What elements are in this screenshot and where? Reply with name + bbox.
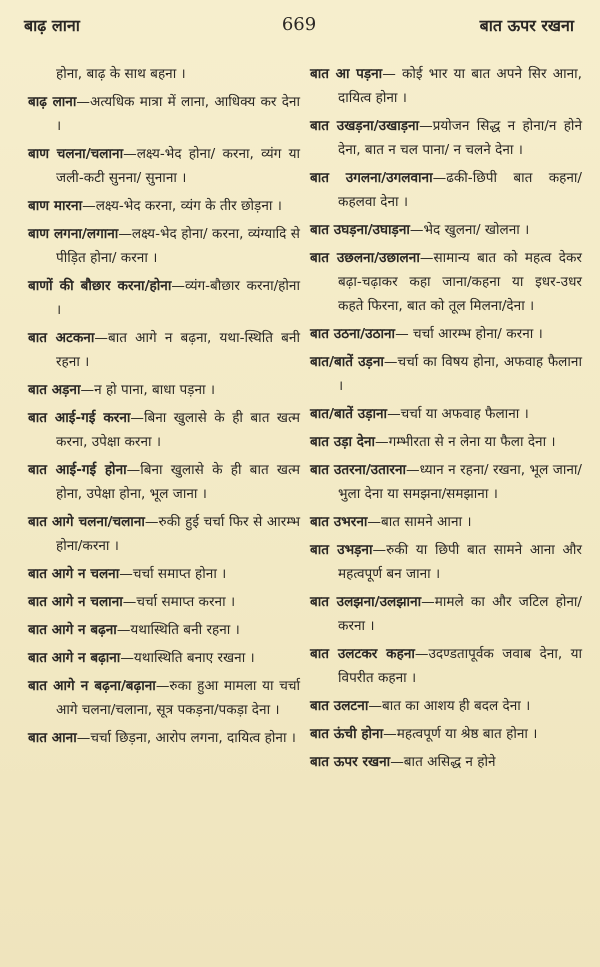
entry-definition: — कोई भार या बात अपने सिर आना, दायित्व होना ।: [338, 66, 583, 106]
dictionary-entry: [310, 538, 582, 586]
entry-definition: —चर्चा या अफवाह फैलाना ।: [387, 406, 529, 422]
entry-headword: बात अड़ना: [28, 382, 81, 398]
entry-definition: —रुका हुआ मामला या चर्चा आगे चलना/चलाना, सूत्र पकड़ना/पकड़ा देना ।: [56, 678, 300, 718]
dictionary-entry: [28, 142, 300, 190]
dictionary-entry: [310, 430, 582, 454]
entry-definition: —प्रयोजन सिद्ध न होना/न होने देना, बात न चल पाना/ न चलने देना ।: [338, 118, 582, 158]
dictionary-entry: [28, 326, 300, 374]
dictionary-entry: [310, 694, 582, 718]
dictionary-entry: [310, 166, 582, 214]
entry-definition: —मामले का और जटिल होना/करना ।: [338, 594, 582, 634]
dictionary-entry: [310, 750, 582, 774]
entry-headword: बात/बातें उड़ना: [310, 354, 384, 370]
entry-definition: —रुकी हुई चर्चा फिर से आरम्भ होना/करना ।: [56, 514, 301, 554]
entry-definition: —चर्चा का विषय होना, अफवाह फैलाना ।: [338, 354, 582, 394]
entry-headword: बात अटकना: [28, 330, 95, 346]
entry-headword: बात उठना/उठाना: [310, 326, 396, 342]
entry-headword: बात उभड़ना: [310, 542, 373, 558]
dictionary-entry: [28, 274, 300, 322]
entry-headword: बात आगे न बढ़ना/बढ़ाना: [28, 678, 156, 694]
dictionary-entry: [310, 510, 582, 534]
entry-headword: बाढ़ लाना: [28, 94, 77, 110]
entry-definition: —यथास्थिति बनाए रखना ।: [120, 650, 255, 666]
entry-definition: —सामान्य बात को महत्व देकर बढ़ा-चढ़ाकर कहा जाना/कहना या इधर-उधर कहते फिरना, बात को तूल मिलना/देना ।: [338, 250, 582, 314]
entry-definition: —ध्यान न रहना/ रखना, भूल जाना/भुला देना या समझना/समझाना ।: [338, 462, 582, 502]
entry-definition: —बात आगे न बढ़ना, यथा-स्थिति बनी रहना ।: [56, 330, 300, 370]
entry-headword: बात आना: [28, 730, 77, 746]
entry-headword: बात आई-गई करना: [28, 410, 131, 426]
dictionary-entry: [28, 90, 300, 138]
dictionary-entry: [28, 590, 300, 614]
dictionary-entry: [28, 378, 300, 402]
dictionary-entry: [310, 402, 582, 426]
dictionary-entry: [310, 246, 582, 318]
dictionary-entry: [28, 194, 300, 218]
entry-definition: —बात सामने आना ।: [367, 514, 472, 530]
dictionary-entry: [310, 350, 582, 398]
left-guide-word: बाढ़ लाना: [24, 16, 80, 35]
entry-headword: बात उगलना/उगलवाना: [310, 170, 433, 186]
dictionary-entry: [28, 510, 300, 558]
entry-definition: —लक्ष्य-भेद करना, व्यंग के तीर छोड़ना ।: [82, 198, 282, 214]
entry-definition: —बिना खुलासे के ही बात खत्म करना, उपेक्षा करना ।: [56, 410, 300, 450]
entry-headword: बात आगे न चलना: [28, 566, 120, 582]
page-header: [24, 14, 574, 44]
dictionary-entry: [310, 458, 582, 506]
entry-headword: बात उलटना: [310, 698, 369, 714]
entry-headword: बात ऊपर रखना: [310, 754, 391, 770]
dictionary-entry: [310, 218, 582, 242]
entry-headword: बात उघड़ना/उघाड़ना: [310, 222, 410, 238]
entry-headword: बात उतरना/उतारना: [310, 462, 407, 478]
entry-headword: बात उखड़ना/उखाड़ना: [310, 118, 420, 134]
entry-headword: बात आगे चलना/चलाना: [28, 514, 145, 530]
dictionary-entry: [28, 646, 300, 670]
entry-definition: —अत्यधिक मात्रा में लाना, आधिक्य कर देना ।: [56, 94, 300, 134]
entry-definition: —महत्वपूर्ण या श्रेष्ठ बात होना ।: [383, 726, 538, 742]
entry-definition: —रुकी या छिपी बात सामने आना और महत्वपूर्ण बन जाना ।: [338, 542, 582, 582]
dictionary-entry: [310, 322, 582, 346]
dictionary-entry: [310, 590, 582, 638]
entry-headword: बाण लगना/लगाना: [28, 226, 119, 242]
entry-headword: बात उलझना/उलझाना: [310, 594, 422, 610]
dictionary-entry: [28, 674, 300, 722]
entry-definition: होना, बाढ़ के साथ बहना ।: [56, 66, 186, 82]
entry-definition: —यथास्थिति बनी रहना ।: [116, 622, 240, 638]
entry-definition: — चर्चा आरम्भ होना/ करना ।: [395, 326, 543, 342]
entry-definition: —चर्चा समाप्त होना ।: [119, 566, 227, 582]
entry-definition: —लक्ष्य-भेद होना/ करना, व्यंग्यादि से पीड़ित होना/ करना ।: [56, 226, 300, 266]
dictionary-entry: [28, 618, 300, 642]
entry-headword: बाण मारना: [28, 198, 83, 214]
entry-definition: —ढकी-छिपी बात कहना/कहलवा देना ।: [338, 170, 582, 210]
entry-definition: —चर्चा समाप्त करना ।: [122, 594, 236, 610]
entry-headword: बात उछलना/उछालना: [310, 250, 420, 266]
entry-headword: बात उड़ा देना: [310, 434, 376, 450]
entry-definition: —चर्चा छिड़ना, आरोप लगना, दायित्व होना ।: [76, 730, 296, 746]
entry-headword: बाण चलना/चलाना: [28, 146, 124, 162]
entry-definition: —भेद खुलना/ खोलना ।: [409, 222, 530, 238]
entry-definition: —बात का आशय ही बदल देना ।: [368, 698, 531, 714]
left-column: [28, 62, 300, 754]
entry-headword: बात ऊंची होना: [310, 726, 384, 742]
entry-definition: —व्यंग-बौछार करना/होना ।: [56, 278, 300, 318]
dictionary-entry: [28, 458, 300, 506]
entry-headword: बाणों की बौछार करना/होना: [28, 278, 172, 294]
entry-definition: —बिना खुलासे के ही बात खत्म होना, उपेक्षा होना, भूल जाना ।: [56, 462, 300, 502]
dictionary-entry: [310, 114, 582, 162]
entry-definition: —उदण्डतापूर्वक जवाब देना, या विपरीत कहना ।: [338, 646, 582, 686]
entry-headword: बात आई-गई होना: [28, 462, 127, 478]
dictionary-entry: [28, 222, 300, 270]
dictionary-entry: [28, 406, 300, 454]
dictionary-entry: [28, 62, 300, 86]
entry-headword: बात आ पड़ना: [310, 66, 383, 82]
dictionary-entry: [310, 642, 582, 690]
entry-headword: बात आगे न चलाना: [28, 594, 123, 610]
entry-headword: बात आगे न बढ़ना: [28, 622, 117, 638]
dictionary-entry: [28, 726, 300, 750]
dictionary-entry: [310, 62, 582, 110]
entry-definition: —लक्ष्य-भेद होना/ करना, व्यंग या जली-कटी सुनना/ सुनाना ।: [56, 146, 300, 186]
dictionary-entry: [310, 722, 582, 746]
entry-headword: बात उभरना: [310, 514, 368, 530]
page-number: 669: [281, 14, 317, 35]
entry-definition: —बात असिद्ध न होने: [390, 754, 496, 770]
entry-definition: —न हो पाना, बाधा पड़ना ।: [80, 382, 215, 398]
entry-headword: बात आगे न बढ़ाना: [28, 650, 121, 666]
entry-definition: —गम्भीरता से न लेना या फैला देना ।: [375, 434, 556, 450]
right-guide-word: बात ऊपर रखना: [479, 16, 574, 35]
entry-headword: बात/बातें उड़ाना: [310, 406, 388, 422]
dictionary-entry: [28, 562, 300, 586]
entry-headword: बात उलटकर कहना: [310, 646, 415, 662]
right-column: [310, 62, 582, 778]
